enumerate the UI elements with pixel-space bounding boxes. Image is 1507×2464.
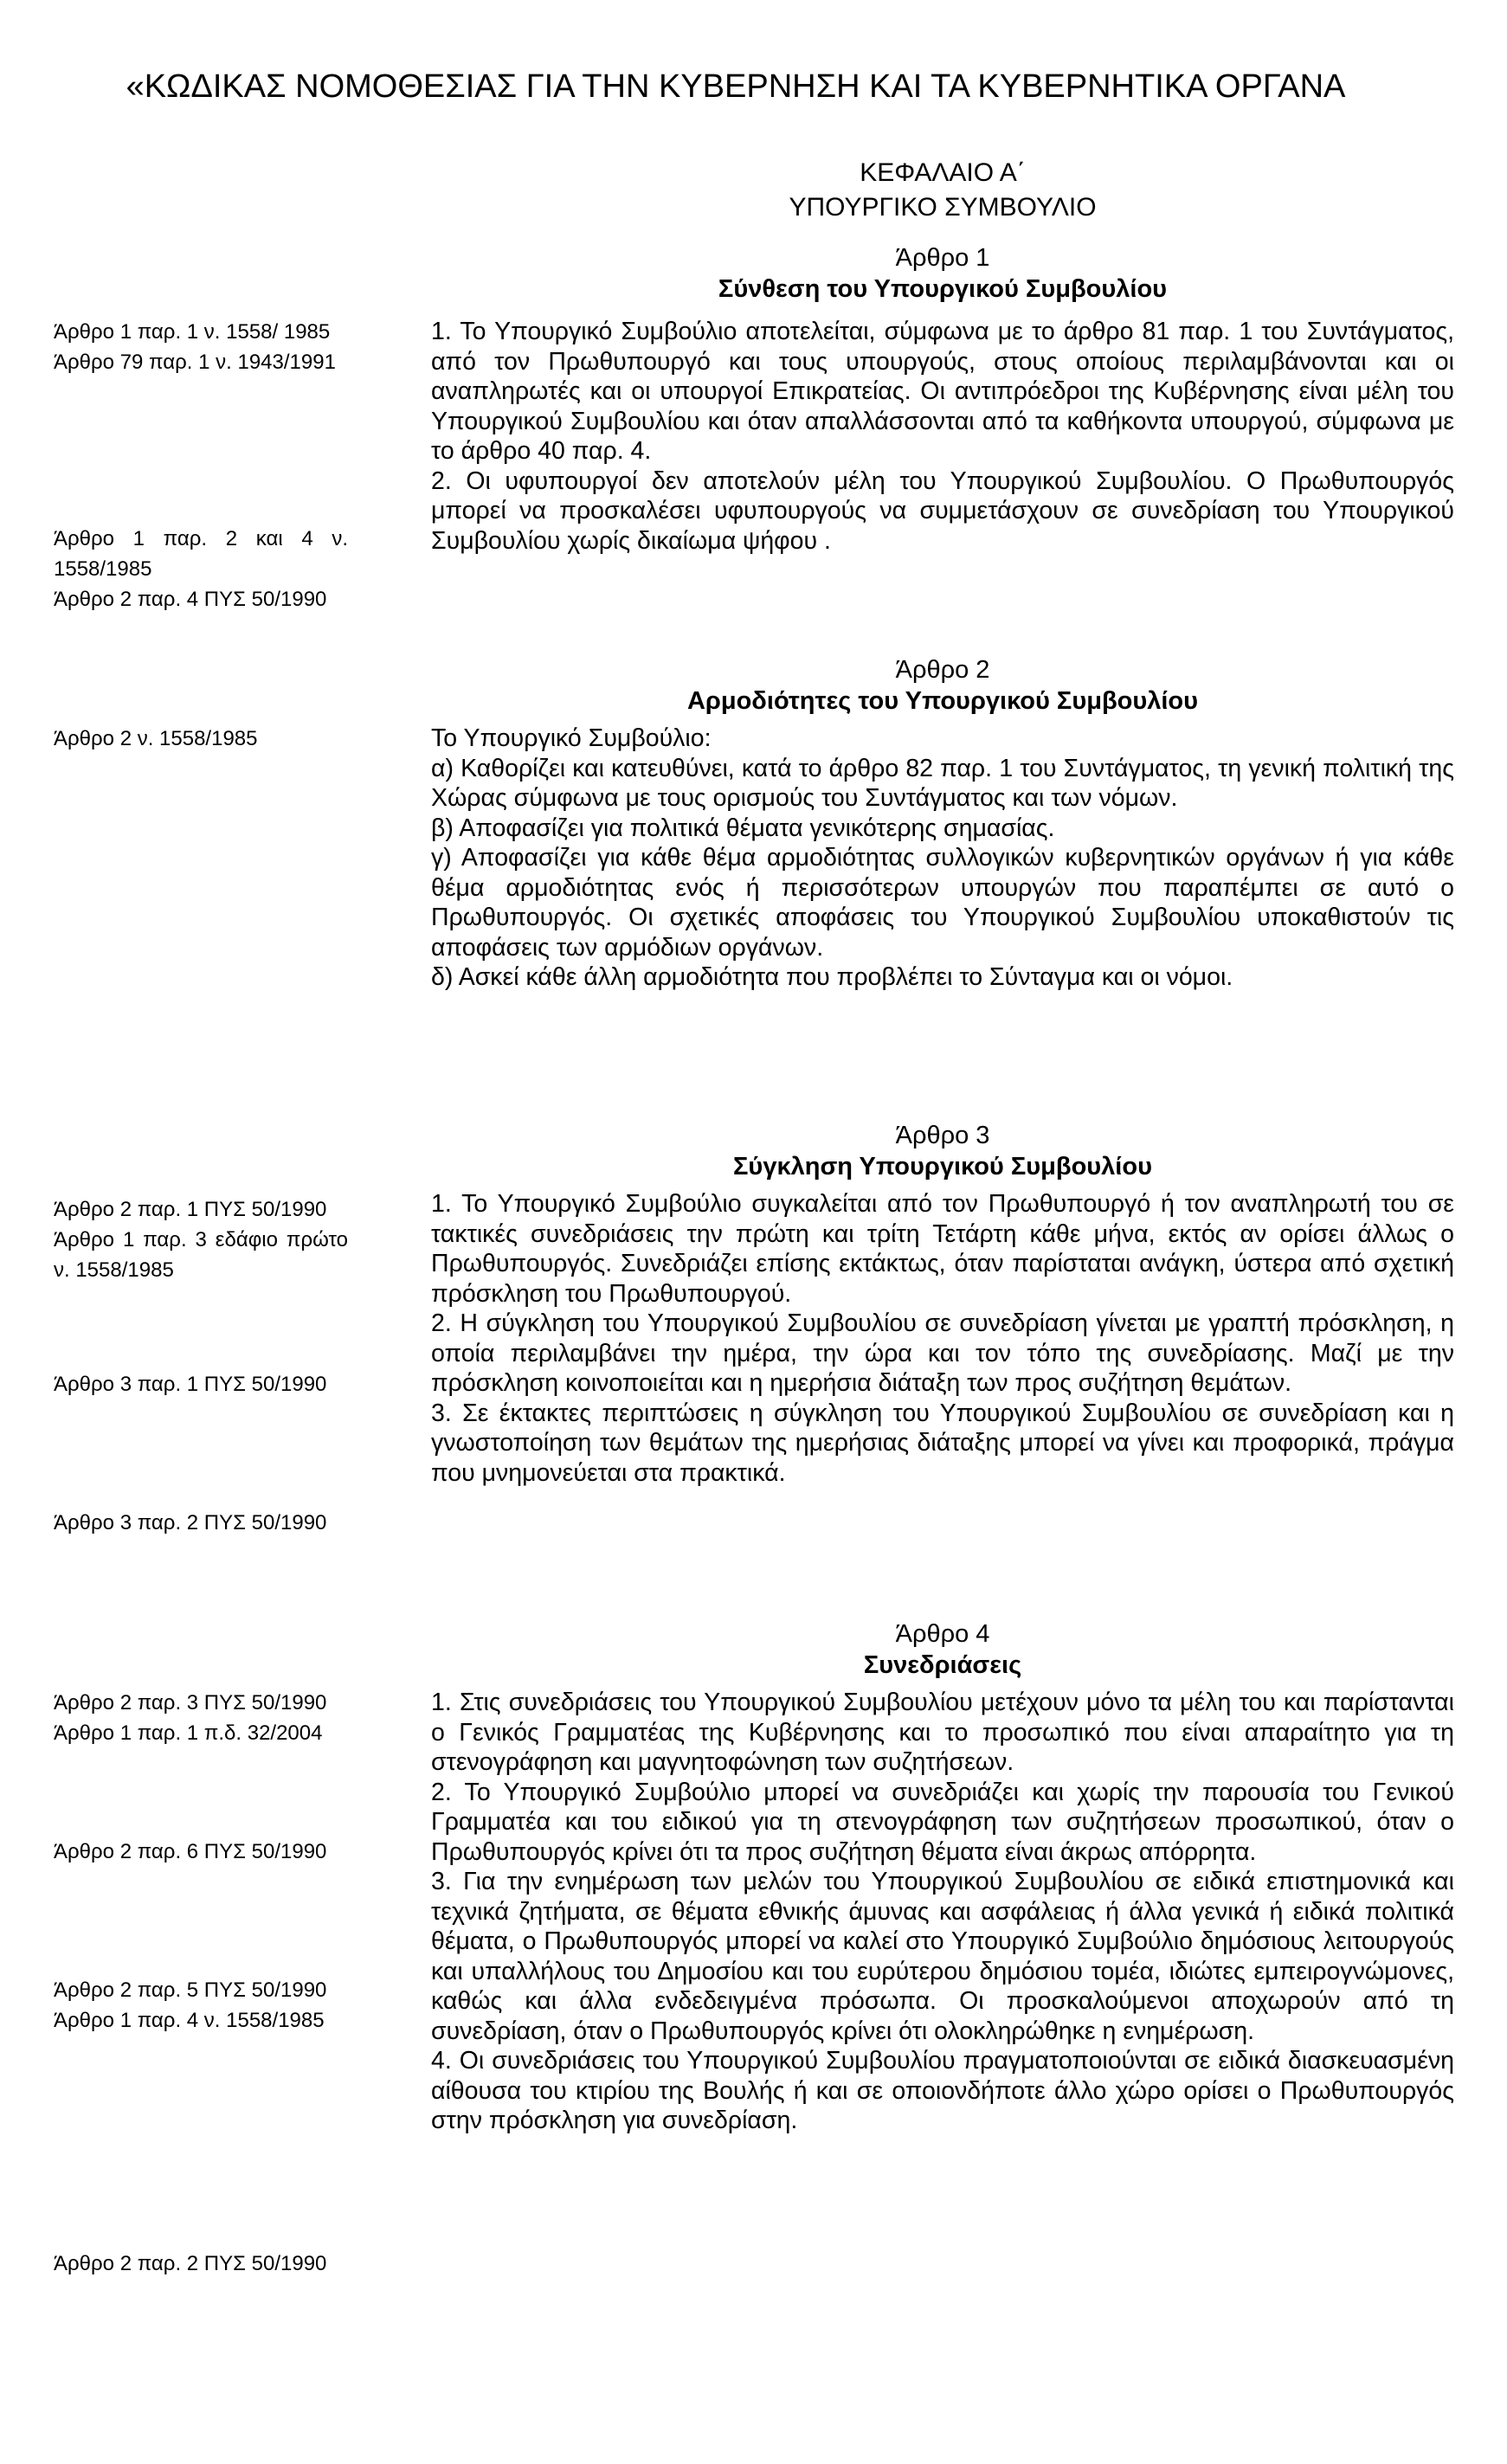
margin-note-text: Άρθρο 2 παρ. 1 ΠΥΣ 50/1990	[54, 1198, 327, 1221]
paragraph: 1. Στις συνεδριάσεις του Υπουργικού Συμβουλίου μετέχουν μόνο τα μέλη του και παρίστανται ο Γενικός Γραμματέας της Κυβέρνησης και το προσωπικό που είναι απαραίτητο για τη στενογράφηση και μαγνητοφώνηση των συζητήσεων.	[431, 1689, 1454, 1776]
article-body-4	[431, 1688, 1454, 2136]
paragraph: δ) Ασκεί κάθε άλλη αρμοδιότητα που προβλέπει το Σύνταγμα και οι νόμοι.	[431, 963, 1233, 991]
article-body-3	[431, 1189, 1454, 1488]
margin-note-text: Άρθρο 2 παρ. 3 ΠΥΣ 50/1990	[54, 1691, 327, 1715]
chapter-number: ΚΕΦΑΛΑΙΟ Α΄	[860, 158, 1026, 187]
paragraph: 4. Οι συνεδριάσεις του Υπουργικού Συμβουλίου πραγματοποιούνται σε ειδικά διασκευασμένη αίθουσα του κτιρίου της Βουλής ή και σε οποιονδήποτε άλλο χώρο ορίσει ο Πρωθυπουργός στην πρόσκληση για συνεδρίαση.	[431, 2047, 1454, 2134]
margin-note-text: Άρθρο 2 ν. 1558/1985	[54, 727, 258, 750]
margin-note-text: Άρθρο 1 παρ. 4 ν. 1558/1985	[54, 2009, 325, 2032]
margin-note	[54, 724, 348, 754]
margin-note-text: Άρθρο 2 παρ. 5 ΠΥΣ 50/1990	[54, 1978, 327, 2002]
margin-note-text: Άρθρο 1 παρ. 3 εδάφιο πρώτο ν. 1558/1985	[54, 1228, 348, 1282]
paragraph: 1. Το Υπουργικό Συμβούλιο συγκαλείται από τον Πρωθυπουργό ή τον αναπληρωτή του σε τακτικές συνεδριάσεις την πρώτη και τρίτη Τετάρτη κάθε μήνα, εκτός αν ορίσει άλλως ο Πρωθυπουργός. Συνεδριάζει επίσης εκτάκτως, όταν παρίσταται ανάγκη, ύστερα από σχετική πρόσκληση του Πρωθυπουργού.	[431, 1190, 1454, 1308]
margin-note-text: Άρθρο 79 παρ. 1 ν. 1943/1991	[54, 351, 336, 374]
margin-note-text: Άρθρο 1 παρ. 2 και 4 ν. 1558/1985	[54, 527, 348, 581]
margin-note	[54, 317, 348, 377]
article-title: Αρμοδιότητες του Υπουργικού Συμβουλίου	[686, 687, 1199, 715]
article-title: Σύνθεση του Υπουργικού Συμβουλίου	[718, 275, 1168, 303]
article-number: Άρθρο 2	[895, 656, 990, 684]
paragraph: Το Υπουργικό Συμβούλιο:	[431, 724, 712, 752]
article-heading-1	[431, 242, 1454, 305]
paragraph: 1. Το Υπουργικό Συμβούλιο αποτελείται, σύμφωνα με το άρθρο 81 παρ. 1 του Συντάγματος, από τον Πρωθυπουργό και τους υπουργούς, στους οποίους περιλαμβάνονται και οι αναπληρωτές και οι υπουργοί Επικρατείας. Οι αντιπρόεδροι της Κυβέρνησης είναι μέλη του Υπουργικού Συμβουλίου και όταν απαλλάσσονται από τα καθήκοντα υπουργού, σύμφωνα με το άρθρο 40 παρ. 4.	[431, 318, 1454, 465]
margin-note-text: Άρθρο 2 παρ. 4 ΠΥΣ 50/1990	[54, 588, 327, 611]
margin-note-text: Άρθρο 1 παρ. 1 ν. 1558/ 1985	[54, 320, 331, 344]
paragraph: β) Αποφασίζει για πολιτικά θέματα γενικότερης σημασίας.	[431, 814, 1055, 842]
paragraph: 2. Οι υφυπουργοί δεν αποτελούν μέλη του Υπουργικού Συμβουλίου. Ο Πρωθυπουργός μπορεί να προσκαλέσει υφυπουργούς να συμμετάσχουν σε συνεδρίαση του Υπουργικού Συμβουλίου χωρίς δικαίωμα ψήφου .	[431, 466, 1454, 555]
article-heading-2	[431, 654, 1454, 717]
margin-note-text: Άρθρο 3 παρ. 2 ΠΥΣ 50/1990	[54, 1511, 327, 1534]
article-number: Άρθρο 3	[895, 1122, 990, 1149]
paragraph: γ) Αποφασίζει για κάθε θέμα αρμοδιότητας συλλογικών κυβερνητικών οργάνων ή για κάθε θέμα αρμοδιότητας ενός ή περισσότερων υπουργών που παραπέμπει σε αυτό ο Πρωθυπουργός. Οι σχετικές αποφάσεις του Υπουργικού Συμβουλίου υποκαθιστούν τις αποφάσεις των αρμόδιων οργάνων.	[431, 844, 1454, 962]
margin-note-text: Άρθρο 2 παρ. 2 ΠΥΣ 50/1990	[54, 2252, 327, 2275]
margin-note	[54, 1508, 348, 1538]
margin-note-text: Άρθρο 3 παρ. 1 ΠΥΣ 50/1990	[54, 1373, 327, 1396]
margin-note	[54, 524, 348, 614]
article-title: Σύγκληση Υπουργικού Συμβουλίου	[733, 1153, 1152, 1181]
article-number: Άρθρο 4	[895, 1620, 990, 1648]
paragraph: α) Καθορίζει και κατευθύνει, κατά το άρθρο 82 παρ. 1 του Συντάγματος, τη γενική πολιτική της Χώρας σύμφωνα με τους ορισμούς του Συντάγματος και των νόμων.	[431, 754, 1454, 812]
paragraph: 2. Το Υπουργικό Συμβούλιο μπορεί να συνεδριάζει και χωρίς την παρουσία του Γενικού Γραμματέα και του ειδικού για τη στενογράφηση των συζητήσεων προσωπικού, όταν ο Πρωθυπουργός κρίνει ότι τα προς συζήτηση θέματα είναι άκρως απόρρητα.	[431, 1778, 1454, 1866]
document-title: «ΚΩΔΙΚΑΣ ΝΟΜΟΘΕΣΙΑΣ ΓΙΑ ΤΗΝ ΚΥΒΕΡΝΗΣΗ ΚΑΙ ΤΑ ΚΥΒΕΡΝΗΤΙΚΑ ΟΡΓΑΝΑ	[126, 68, 1346, 105]
article-heading-3	[431, 1120, 1454, 1182]
paragraph: 3. Για την ενημέρωση των μελών του Υπουργικού Συμβουλίου σε ειδικά επιστημονικά και τεχνικά ζητήματα, σε θέματα εθνικής άμυνας και ασφάλειας ή άλλα γενικά ή ειδικά πολιτικά θέματα, ο Πρωθυπουργός μπορεί να καλεί στο Υπουργικό Συμβούλιο δημόσιους λειτουργούς και υπαλλήλους του Δημοσίου και του ευρύτερου δημόσιου τομέα, ιδιώτες εμπειρογνώμονες, καθώς και άλλα ενδεδειγμένα πρόσωπα. Οι προσκαλούμενοι αποχωρούν από τη συνεδρίαση, όταν ο Πρωθυπουργός κρίνει ότι ολοκληρώθηκε η ενημέρωση.	[431, 1868, 1454, 2045]
margin-note-text: Άρθρο 1 παρ. 1 π.δ. 32/2004	[54, 1721, 323, 1745]
article-body-1	[431, 317, 1454, 556]
margin-note	[54, 2248, 348, 2279]
margin-note-text: Άρθρο 2 παρ. 6 ΠΥΣ 50/1990	[54, 1840, 327, 1863]
margin-note	[54, 1194, 348, 1285]
margin-note	[54, 1837, 348, 1867]
paragraph: 3. Σε έκτακτες περιπτώσεις η σύγκληση του Υπουργικού Συμβουλίου σε συνεδρίαση και η γνωστοποίηση των θεμάτων της ημερήσιας διάταξης μπορεί να γίνει και προφορικά, πράγμα που μνημονεύεται στα πρακτικά.	[431, 1399, 1454, 1487]
article-title: Συνεδριάσεις	[863, 1651, 1022, 1679]
margin-note	[54, 1975, 348, 2036]
margin-note	[54, 1369, 348, 1399]
article-number: Άρθρο 1	[895, 244, 990, 272]
paragraph: 2. Η σύγκληση του Υπουργικού Συμβουλίου σε συνεδρίαση γίνεται με γραπτή πρόσκληση, η οποία περιλαμβάνει την ημέρα, την ώρα και τον τόπο της συνεδρίασης. Μαζί με την πρόσκληση κοινοποιείται και η ημερήσια διάταξη των προς συζήτηση θεμάτων.	[431, 1309, 1454, 1397]
margin-note	[54, 1688, 348, 1748]
chapter-name: ΥΠΟΥΡΓΙΚΟ ΣΥΜΒΟΥΛΙΟ	[789, 193, 1097, 222]
article-heading-4	[431, 1618, 1454, 1681]
article-body-2	[431, 724, 1454, 993]
